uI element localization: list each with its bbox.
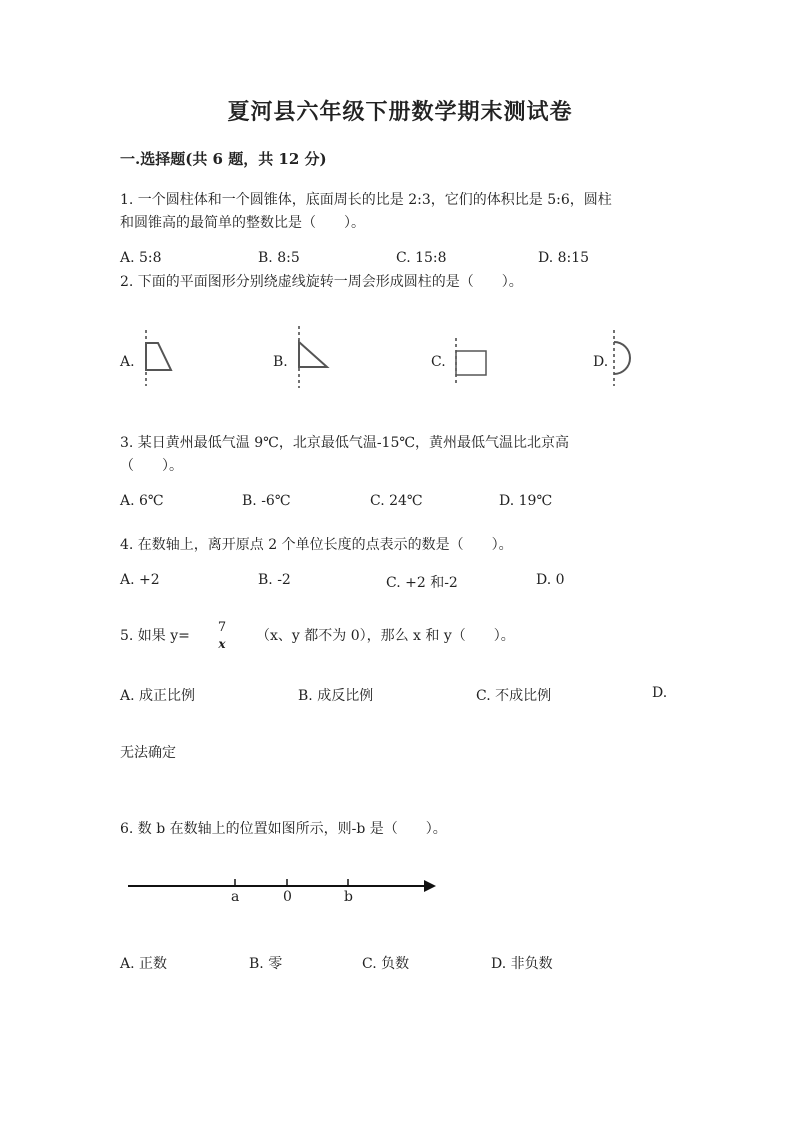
question-3-line-2: （ ）。 — [120, 458, 183, 474]
right-triangle-figure — [290, 324, 334, 390]
q1-option-d[interactable]: D. 8:15 — [538, 250, 590, 266]
number-line-label-a: a — [231, 889, 240, 905]
q1-option-a[interactable]: A. 5:8 — [120, 250, 162, 266]
q4-option-a[interactable]: A. +2 — [120, 572, 160, 588]
q6-option-b[interactable]: B. 零 — [249, 956, 283, 972]
page-title: 夏河县六年级下册数学期末测试卷 — [227, 99, 573, 125]
q1-option-c[interactable]: C. 15:8 — [396, 250, 447, 266]
number-line-label-b: b — [344, 889, 353, 905]
q3-option-a[interactable]: A. 6℃ — [120, 493, 164, 509]
q3-option-c[interactable]: C. 24℃ — [370, 493, 423, 509]
q5-option-d-continued: 无法确定 — [120, 745, 176, 761]
number-line-label-0: 0 — [283, 889, 292, 905]
q5-option-a[interactable]: A. 成正比例 — [120, 688, 196, 704]
q5-option-b[interactable]: B. 成反比例 — [298, 688, 374, 704]
question-1-line-1: 1. 一个圆柱体和一个圆锥体，底面周长的比是 2:3，它们的体积比是 5:6，圆柱 — [120, 192, 612, 208]
question-5-prefix: 5. 如果 y= — [120, 628, 190, 644]
q6-option-a[interactable]: A. 正数 — [120, 956, 168, 972]
question-1-line-2: 和圆锥高的最简单的整数比是（ ）。 — [120, 215, 365, 231]
q1-option-b[interactable]: B. 8:5 — [258, 250, 300, 266]
q2-option-b[interactable]: B. — [273, 354, 288, 370]
trapezoid-figure — [136, 328, 180, 388]
q4-option-c[interactable]: C. +2 和-2 — [386, 575, 458, 591]
question-6-text: 6. 数 b 在数轴上的位置如图所示，则-b 是（ ）。 — [120, 821, 447, 837]
q6-option-d[interactable]: D. 非负数 — [491, 956, 553, 972]
q2-option-c[interactable]: C. — [431, 354, 446, 370]
fraction-7-over-x — [212, 620, 232, 651]
q2-option-a[interactable]: A. — [120, 354, 135, 370]
semicircle-figure — [606, 328, 640, 388]
q3-option-d[interactable]: D. 19℃ — [499, 493, 553, 509]
question-4-text: 4. 在数轴上，离开原点 2 个单位长度的点表示的数是（ ）。 — [120, 537, 513, 553]
q4-option-d[interactable]: D. 0 — [536, 572, 565, 588]
q3-option-b[interactable]: B. -6℃ — [242, 493, 291, 509]
q5-option-d[interactable]: D. — [652, 685, 668, 701]
q5-option-c[interactable]: C. 不成比例 — [476, 688, 552, 704]
question-3-line-1: 3. 某日黄州最低气温 9℃，北京最低气温-15℃，黄州最低气温比北京高 — [120, 435, 570, 451]
section-heading: 一.选择题(共 6 题，共 12 分) — [120, 150, 327, 168]
arrow-icon — [424, 880, 436, 892]
q6-option-c[interactable]: C. 负数 — [362, 956, 410, 972]
question-5-suffix: （x、y 都不为 0），那么 x 和 y（ ）。 — [256, 628, 515, 644]
fraction-denominator: x — [218, 637, 226, 651]
q4-option-b[interactable]: B. -2 — [258, 572, 291, 588]
fraction-numerator: 7 — [217, 620, 227, 635]
question-2-text: 2. 下面的平面图形分别绕虚线旋转一周会形成圆柱的是（ ）。 — [120, 274, 523, 290]
rectangle-figure — [448, 336, 492, 386]
q2-option-d[interactable]: D. — [593, 354, 609, 370]
